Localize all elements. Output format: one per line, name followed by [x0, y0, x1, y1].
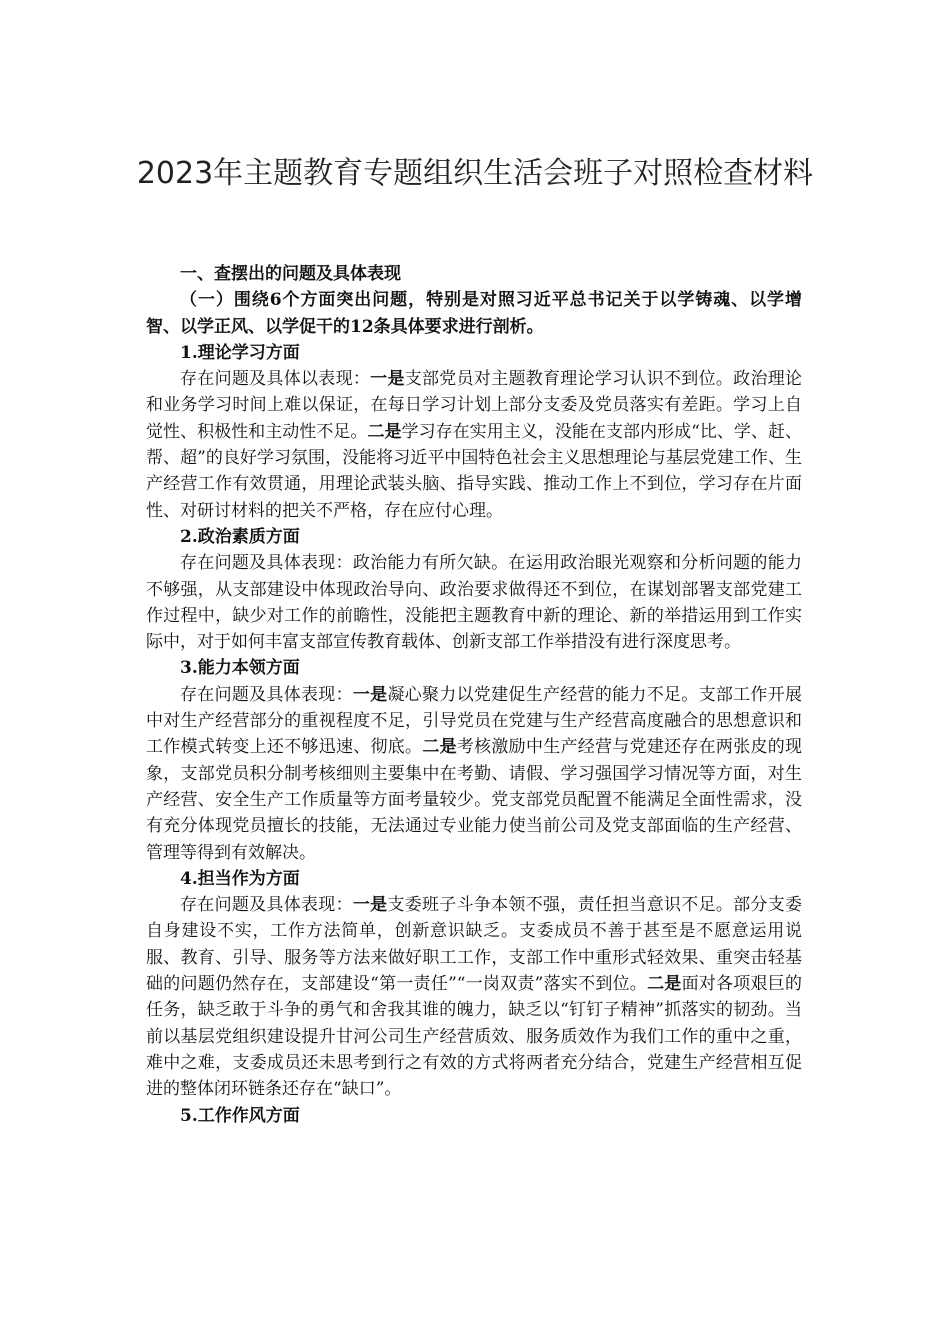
- section-heading: 1.理论学习方面: [180, 342, 300, 363]
- paragraph-text: 面对各项艰巨的任务，缺乏敢于斗争的勇气和舍我其谁的魄力，缺乏以“钉钉子精神”抓落实的韧劲。当前以基层党组织建设提升甘河公司生产经营质效、服务质效作为我们工作的重中之重，难中之难，支委成员还未思考到行之有效的方式将两者充分结合，党建生产经营相互促进的整体闭环链条还存在“缺口”。: [146, 974, 803, 1100]
- section-paragraph: [146, 892, 802, 1102]
- emphasis-keyword: 一是: [352, 895, 388, 916]
- section-heading: 5.工作作风方面: [180, 1105, 300, 1126]
- paragraph-text: 凝心聚力以党建促生产经营的能力不足。支部工作开展中对生产经营部分的重视程度不足，引导党员在党建与生产经营高度融合的思想意识和工作模式转变上还不够迅速、彻底。: [146, 684, 803, 758]
- paragraph-text: 支委班子斗争本领不强，责任担当意识不足。部分支委自身建设不实，工作方法简单，创新意识缺乏。支委成员不善于甚至是不愿意运用说服、教育、引导、服务等方法来做好职工工作，支部工作中重形式轻效果、重突击轻基础的问题仍然存在，支部建设“第一责任”“一岗双责”落实不到位。: [146, 895, 803, 995]
- paragraph-lead: 存在问题及具体表现：: [180, 684, 353, 705]
- emphasis-keyword: 二是: [422, 737, 457, 758]
- section-heading: 2.政治素质方面: [180, 526, 300, 547]
- paragraph-text: 学习存在实用主义，没能在支部内形成“比、学、赶、帮、超”的良好学习氛围，没能将习近平中国特色社会主义思想理论与基层党建工作、生产经营工作有效贯通，用理论武装头脑、指导实践、推动工作上不到位，学习存在片面性、对研讨材料的把关不严格，存在应付心理。: [146, 421, 803, 521]
- heading-level-1: 一、查摆出的问题及具体表现: [180, 264, 401, 284]
- section-heading: 4.担当作为方面: [180, 868, 300, 889]
- document-body: [146, 261, 802, 1129]
- emphasis-keyword: 一是: [352, 684, 388, 705]
- section-paragraph: [146, 366, 802, 524]
- emphasis-keyword: 二是: [647, 974, 682, 995]
- section-paragraph: [146, 682, 802, 866]
- heading-level-2: （一）围绕6个方面突出问题，特别是对照习近平总书记关于以学铸魂、以学增智、以学正风、以学促干的12条具体要求进行剖析。: [146, 290, 802, 337]
- paragraph-text: 支部党员对主题教育理论学习认识不到位。政治理论和业务学习时间上难以保证，在每日学习计划上部分支委及党员落实有差距。学习上自觉性、积极性和主动性不足。: [146, 369, 803, 442]
- paragraph-text: 政治能力有所欠缺。在运用政治眼光观察和分析问题的能力不够强，从支部建设中体现政治导向、政治要求做得还不到位，在谋划部署支部党建工作过程中，缺少对工作的前瞻性，没能把主题教育中新的理论、新的举措运用到工作实际中，对于如何丰富支部宣传教育载体、创新支部工作举措没有进行深度思考。: [146, 553, 803, 653]
- emphasis-keyword: 一是: [370, 369, 405, 390]
- emphasis-keyword: 二是: [367, 421, 402, 442]
- paragraph-text: 考核激励中生产经营与党建还存在两张皮的现象，支部党员积分制考核细则主要集中在考勤、请假、学习强国学习情况等方面，对生产经营、安全生产工作质量等方面考量较少。党支部党员配置不能满足全面性需求，没有充分体现党员擅长的技能，无法通过专业能力使当前公司及党支部面临的生产经营、管理等得到有效解决。: [146, 737, 803, 863]
- paragraph-lead: 存在问题及具体表现：: [180, 895, 353, 916]
- section-paragraph: [146, 550, 802, 655]
- paragraph-lead: 存在问题及具体以表现：: [180, 369, 371, 390]
- section-heading: 3.能力本领方面: [180, 658, 300, 679]
- paragraph-lead: 存在问题及具体表现：: [180, 553, 353, 574]
- document-title: 2023年主题教育专题组织生活会班子对照检查材料: [136, 156, 814, 191]
